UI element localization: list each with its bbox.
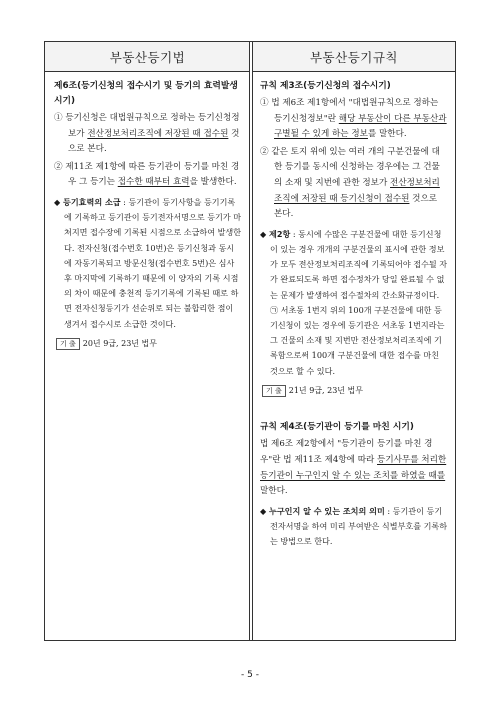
underlined-text: 해당 부동산이 다른 부동산과 구별될 수 있게 하는 정보 bbox=[274, 113, 447, 140]
text: ② 제11조 제1항에 따른 등기관이 등기를 마친 경우 그 등기는 bbox=[54, 161, 240, 188]
exam-reference bbox=[260, 383, 448, 399]
note-label: ◆ 등기효력의 소급 bbox=[54, 196, 121, 207]
exam-tag: 기 출 bbox=[262, 385, 286, 397]
rule-4-paragraph bbox=[260, 437, 448, 499]
text: 것으로 본다. bbox=[274, 193, 438, 220]
exam-text: 21년 9급, 23년 법무 bbox=[288, 385, 364, 395]
note-label: ◆ 제2항 bbox=[260, 228, 291, 239]
underlined-text: 등기사무를 처리한 등기관이 누구인지 알 수 있는 조치를 하였을 때를 bbox=[260, 454, 447, 481]
rule-3-paragraph-2 bbox=[260, 145, 448, 223]
rule-4-title: 규칙 제4조(등기관이 등기를 마친 시기) bbox=[260, 422, 414, 433]
text: 말한다. bbox=[260, 486, 288, 497]
effect-retroactivity-note bbox=[54, 195, 242, 332]
text: 법 제6조 제2항에서 "등기관이 등기를 마친 경우"란 법 제11조 제4항에 따라 bbox=[260, 439, 433, 465]
note-label: ◆ 누구인지 알 수 있는 조치의 의미 bbox=[260, 505, 385, 516]
column-divider bbox=[249, 42, 253, 640]
text: 것으로 본다. bbox=[68, 128, 240, 155]
underlined-text: 전산정보처리조직에 저장된 때 등기신청이 접수된 bbox=[274, 177, 440, 204]
law-paragraph-2 bbox=[54, 160, 242, 191]
law-paragraph-1 bbox=[54, 111, 242, 158]
underlined-text: 전산정보처리조직에 저장된 때 접수된 bbox=[87, 128, 229, 139]
identification-measure-note bbox=[260, 504, 448, 550]
text: 를 말한다. bbox=[367, 129, 407, 140]
exam-text: 20년 9급, 23년 법무 bbox=[82, 338, 158, 348]
underlined-text: 접수한 때부터 효력 bbox=[117, 177, 190, 188]
note-text: : 등기관이 등기사항을 등기기록에 기록하고 등기관이 등기전자서명으로 등기가 마쳐지면 접수장에 기록된 시점으로 소급하여 발생한다. 전자신청(접수번호 10번)은 등기신청과 동시에 자동기록되고 방문신청(접수번호 5번)은 심사 후 마지막에 기록하기 때문에 이 양자의 기록 시점의 차이 때문에 충천적 등기기록에 기록된 때로 하면 전자신청등기가 선순위로 되는 불합리한 점이 생겨서 접수시로 소급한 것이다. bbox=[64, 196, 242, 329]
text: ① 법 제6조 제1항에서 "대법원규칙으로 정하는 등기신청정보"란 bbox=[260, 98, 439, 124]
exam-tag: 기 출 bbox=[56, 338, 80, 350]
example-note: ㉠ 서초동 1번지 위의 100개 구분건물에 대한 등기신청이 있는 경우에 등기관은 서초동 1번지라는 그 건물의 소재 및 지번만 전산정보처리조직에 기록함으로써 100개 구분건물에 대한 접수를 마친 것으로 할 수 있다. bbox=[270, 304, 445, 376]
paragraph-2-note bbox=[260, 227, 448, 303]
text: 을 발생한다. bbox=[189, 177, 237, 188]
rules-column bbox=[260, 79, 448, 549]
law-column bbox=[54, 79, 242, 351]
page-number: - 5 - bbox=[241, 670, 259, 680]
rule-3-paragraph-1 bbox=[260, 96, 448, 143]
text: ① 등기신청은 대법원규칙으로 정하는 등기신청정보가 bbox=[54, 113, 240, 139]
exam-reference bbox=[54, 336, 242, 352]
comparison-table bbox=[44, 41, 456, 641]
note-text: : 등기관이 등기전자서명을 하여 미리 부여받은 식별부호를 기록하는 방법으로 한다. bbox=[270, 505, 448, 547]
note-text: : 동시에 수많은 구분건물에 대한 등기신청이 있는 경우 개개의 구분건물의 표시에 관한 정보가 모두 전산정보처리조직에 기록되어야 접수될 자가 완료되도록 하면 접수정차가 당일 완료될 수 없는 문제가 발생하여 접수절차의 간소화규정이다. bbox=[270, 228, 448, 300]
text: ② 같은 토지 위에 있는 여러 개의 구분건물에 대한 등기를 동시에 신청하는 경우에는 그 건물의 소재 및 지번에 관한 정보가 bbox=[260, 146, 440, 188]
law-article-title: 제6조(등기신청의 접수시기 및 등기의 효력발생시기) bbox=[54, 81, 238, 106]
rule-3-title: 규칙 제3조(등기신청의 접수시기) bbox=[260, 81, 391, 91]
header-rules: 부동산등기규칙 bbox=[253, 42, 455, 72]
header-law: 부동산등기법 bbox=[45, 42, 250, 72]
